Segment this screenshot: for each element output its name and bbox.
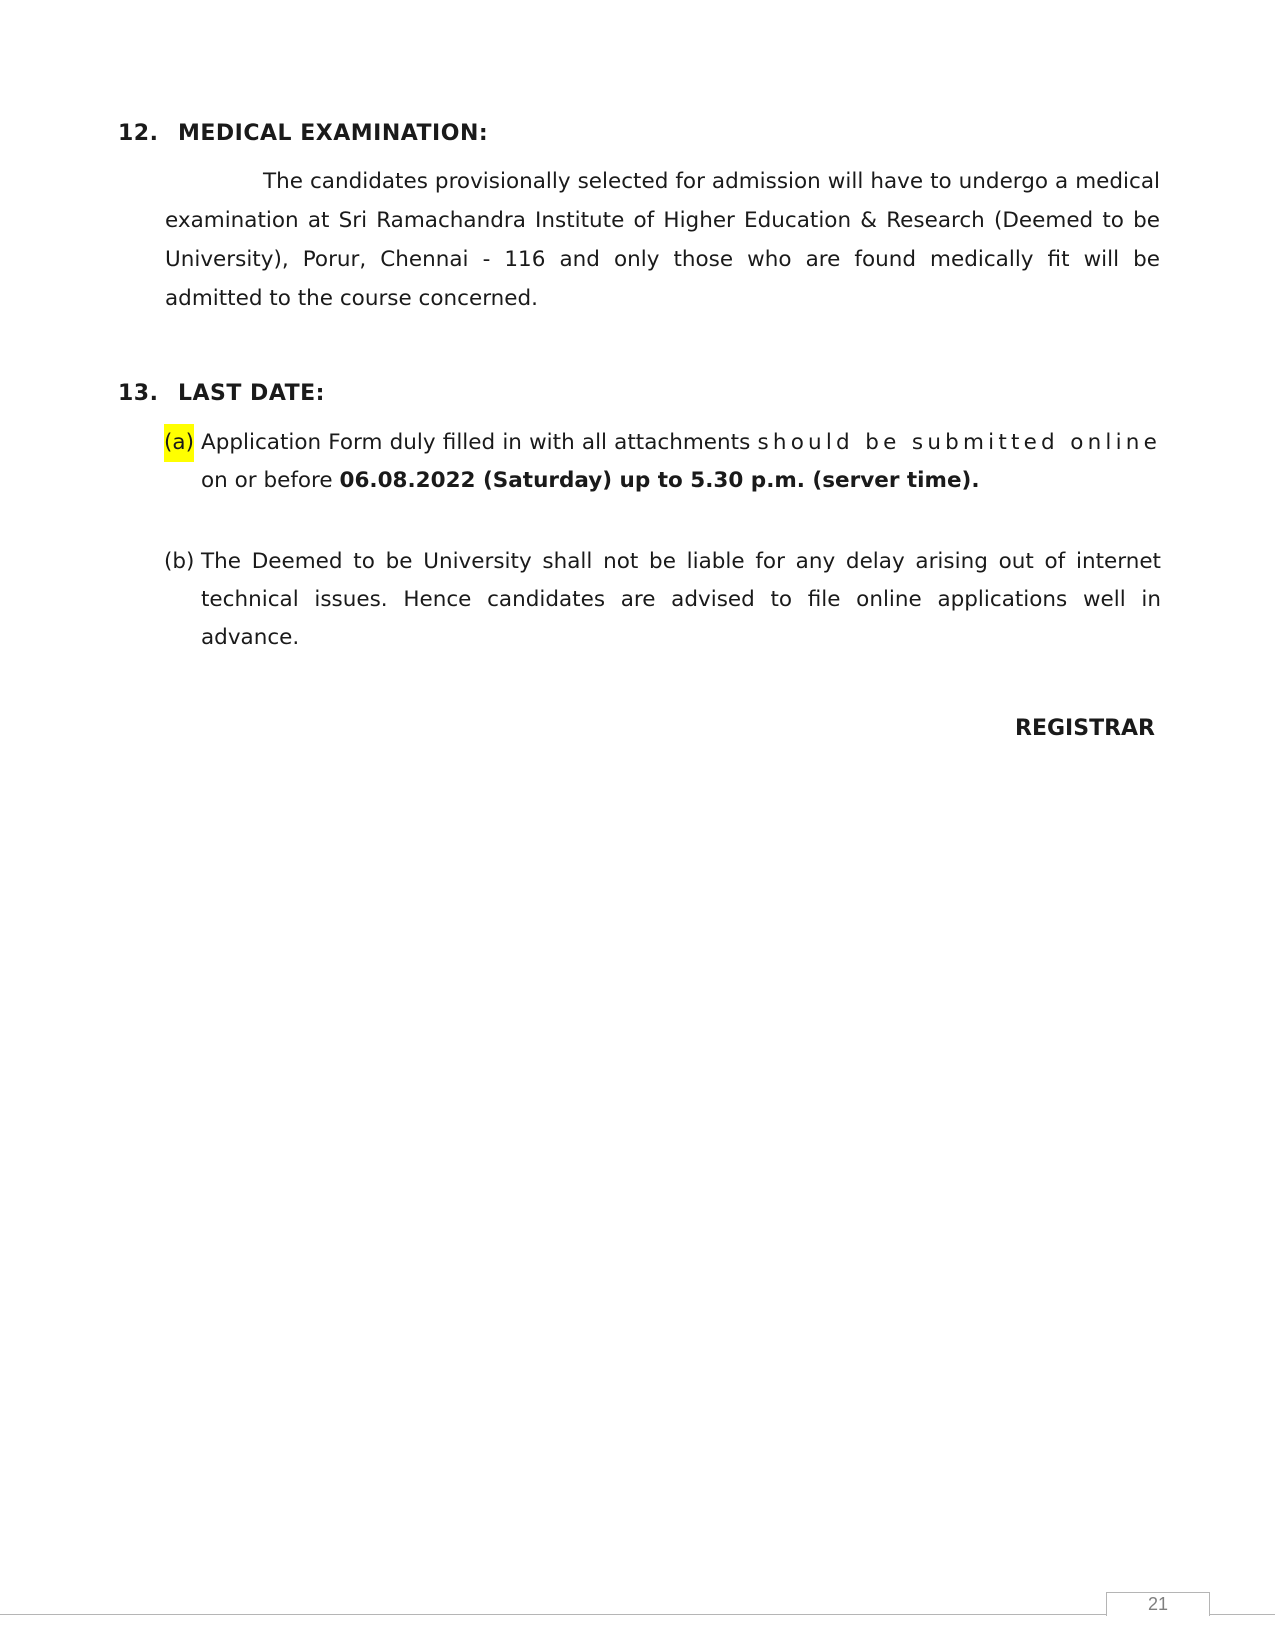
section-13-heading: [118, 381, 325, 406]
item-a-deadline: 06.08.2022 (Saturday) up to 5.30 p.m. (server time).: [339, 468, 980, 493]
section-12-number: 12.: [118, 121, 159, 146]
footer-rule: [0, 1614, 1275, 1615]
section-13-item-b: [164, 543, 1161, 657]
registrar-signature: REGISTRAR: [1015, 716, 1155, 741]
item-b-text: The Deemed to be University shall not be liable for any delay arising out of internet technical issues. Hence candidates are advised to file online applications well in advance.: [201, 549, 1161, 650]
section-12-paragraph: [165, 162, 1160, 318]
page-number: 21: [1147, 1594, 1169, 1614]
section-13-title: LAST DATE:: [178, 381, 325, 406]
section-13-item-a: [164, 424, 1162, 500]
section-12-body: The candidates provisionally selected for admission will have to undergo a medical examination at Sri Ramachandra Institute of Higher Education & Research (Deemed to be University), Porur, Chennai - 116 and only those who are found medically fit will be admitted to the course concerned.: [165, 169, 1160, 311]
section-13-number: 13.: [118, 381, 159, 406]
item-a-text-spaced: should be submitted online: [757, 430, 1162, 455]
section-12-heading: [118, 121, 488, 146]
item-b-marker: (b): [164, 549, 195, 574]
item-a-text-start: Application Form duly filled in with all attachments: [201, 430, 751, 455]
item-a-text-mid: on or before: [201, 468, 333, 493]
section-12-title: MEDICAL EXAMINATION:: [178, 121, 489, 146]
item-a-marker: (a): [164, 424, 194, 462]
